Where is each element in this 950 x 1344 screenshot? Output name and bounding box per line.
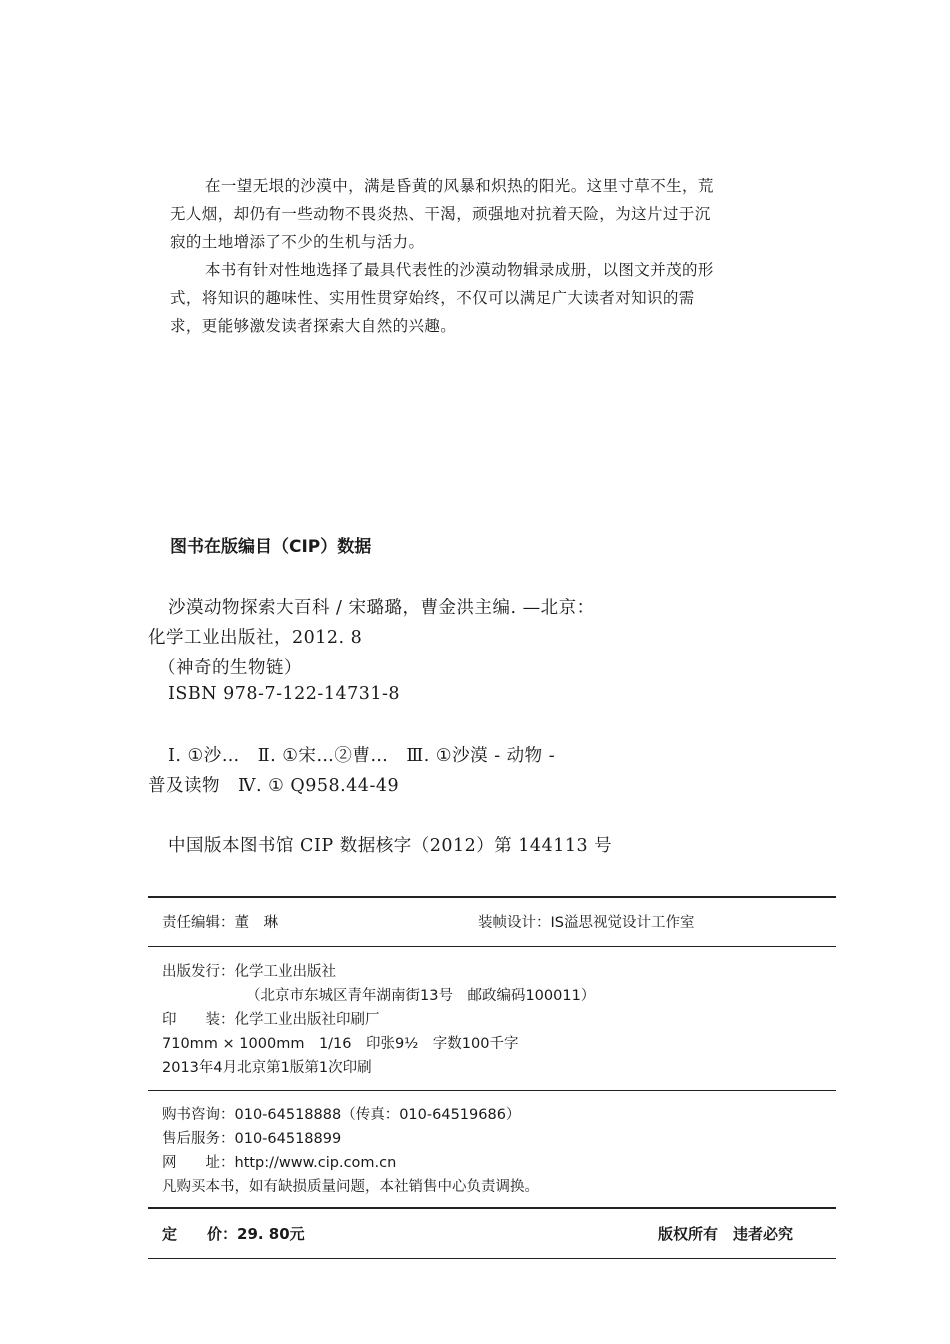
intro-p1-line1: 在一望无垠的沙漠中，满是昏黄的风暴和炽热的阳光。这里寸草不生，荒 [205, 177, 714, 195]
cip-line-classification-2: 普及读物 Ⅳ. ① Q958.44-49 [148, 776, 400, 796]
intro-p1-line2: 无人烟，却仍有一些动物不畏炎热、干渴，顽强地对抗着天险，为这片过于沉 [170, 205, 711, 223]
purchase-contact: 购书咨询：010-64518888（传真：010-64519686） [162, 1107, 521, 1123]
divider-1 [148, 946, 836, 947]
intro-p1-line3: 寂的土地增添了不少的生机与活力。 [170, 233, 425, 251]
cip-line-classification-1: Ⅰ. ①沙… Ⅱ. ①宋…②曹… Ⅲ. ①沙漠 - 动物 - [168, 746, 556, 766]
divider-3 [148, 1207, 836, 1209]
intro-p2-line3: 求，更能够激发读者探索大自然的兴趣。 [170, 317, 457, 335]
divider-2 [148, 1090, 836, 1091]
printer-info: 印 装：化学工业出版社印刷厂 [162, 1012, 380, 1028]
copyright-notice: 版权所有 违者必究 [658, 1225, 794, 1243]
edition-info: 2013年4月北京第1版第1次印刷 [162, 1060, 372, 1076]
cip-line-record-number: 中国版本图书馆 CIP 数据核字（2012）第 144113 号 [168, 836, 613, 856]
cip-line-title: 沙漠动物探索大百科 / 宋璐璐，曹金洪主编. —北京： [168, 598, 595, 618]
intro-p2-line1: 本书有针对性地选择了最具代表性的沙漠动物辑录成册，以图文并茂的形 [205, 261, 714, 279]
editor-credit: 责任编辑：董 琳 [162, 915, 278, 931]
cip-line-isbn: ISBN 978-7-122-14731-8 [168, 684, 401, 704]
divider-top [148, 896, 836, 898]
publisher-address: （北京市东城区青年湖南街13号 邮政编码100011） [246, 988, 596, 1004]
cip-line-publisher: 化学工业出版社，2012. 8 [148, 628, 363, 648]
cip-line-series: （神奇的生物链） [158, 658, 302, 678]
price-info: 定 价：29. 80元 [162, 1225, 305, 1243]
divider-bottom [148, 1258, 836, 1259]
intro-p2-line2: 式，将知识的趣味性、实用性贯穿始终，不仅可以满足广大读者对知识的需 [170, 289, 695, 307]
format-info: 710mm × 1000mm 1/16 印张9½ 字数100千字 [162, 1036, 519, 1052]
return-notice: 凡购买本书，如有缺损质量问题，本社销售中心负责调换。 [162, 1179, 539, 1195]
designer-credit: 装帧设计：IS溢思视觉设计工作室 [478, 915, 695, 931]
publisher-info: 出版发行：化学工业出版社 [162, 964, 336, 980]
cip-heading: 图书在版编目（CIP）数据 [170, 537, 372, 557]
website-link[interactable]: 网 址：http://www.cip.com.cn [162, 1155, 397, 1171]
after-sales-contact: 售后服务：010-64518899 [162, 1131, 342, 1147]
